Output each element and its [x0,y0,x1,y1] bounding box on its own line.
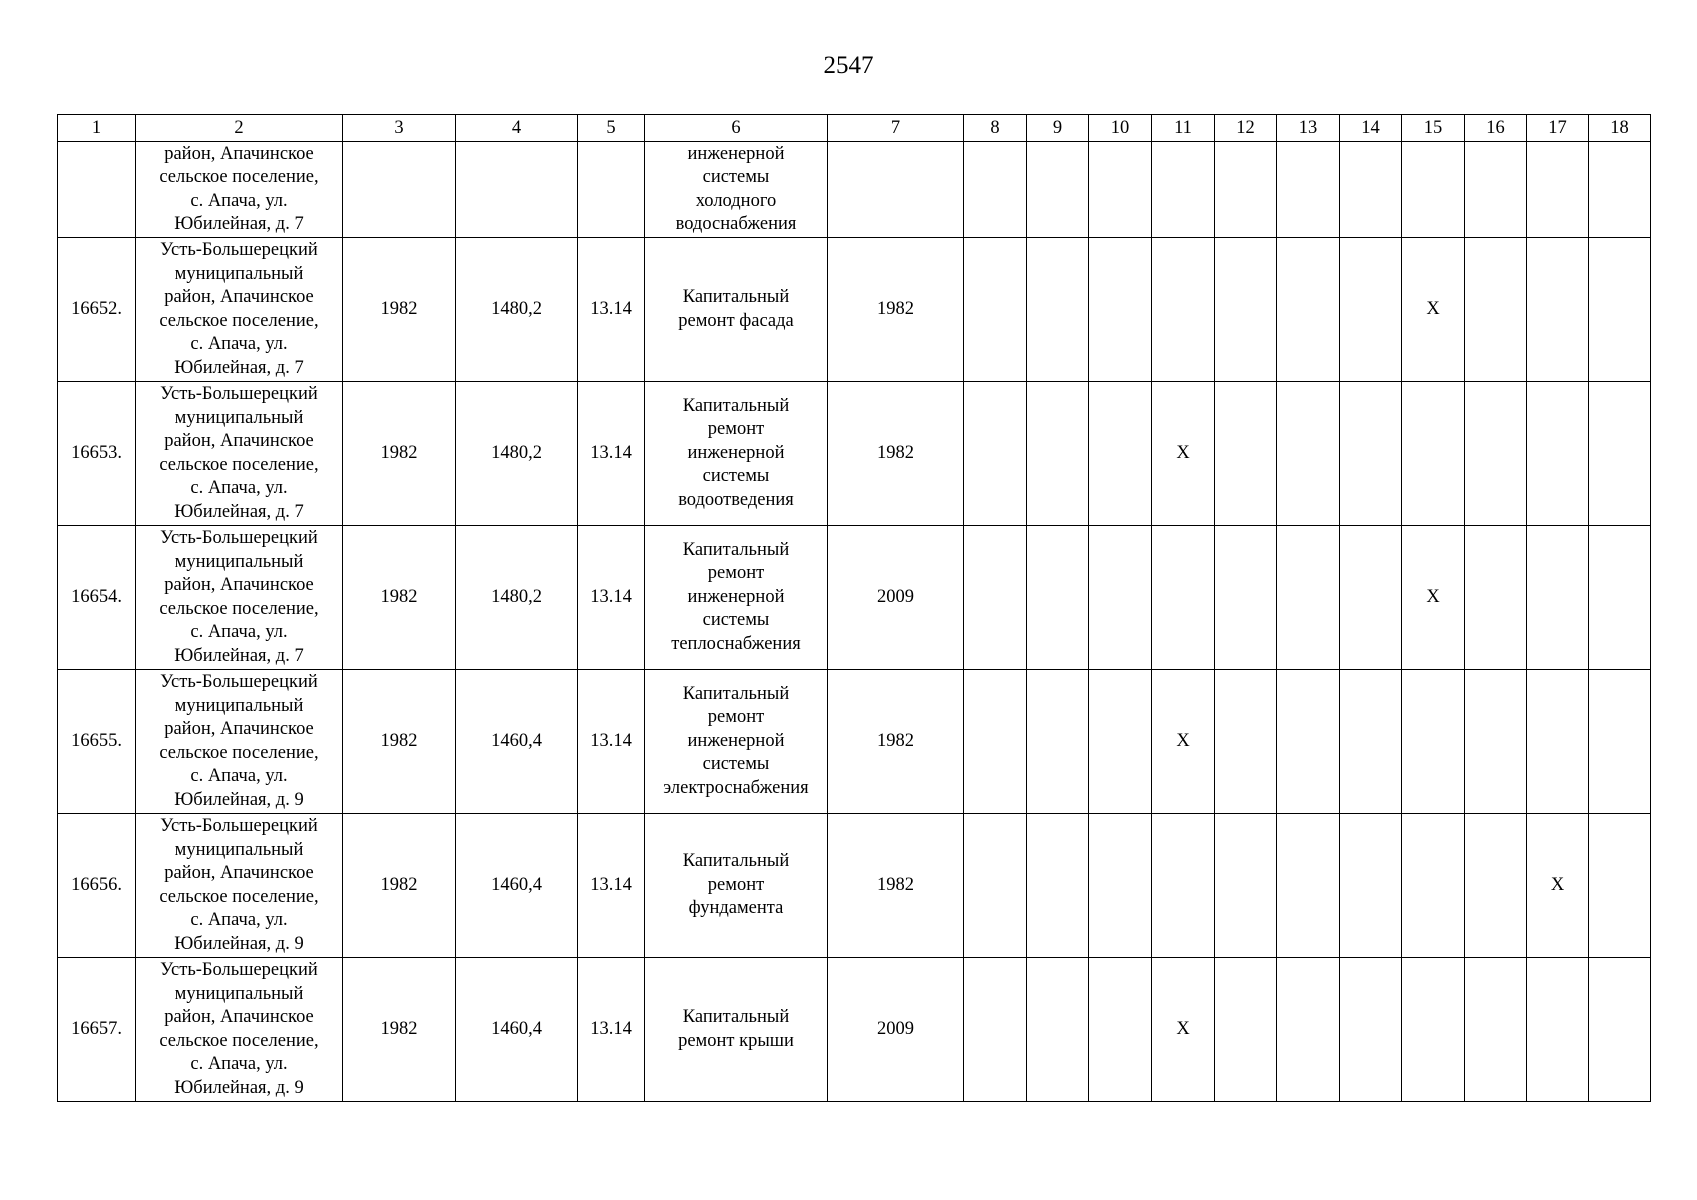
row-number-cell: 16654. [58,526,136,670]
mark-cell [1089,526,1152,670]
work-type-cell: Капитальный ремонт фасада [645,238,828,382]
mark-cell [1089,238,1152,382]
mark-cell [1589,142,1651,238]
mark-cell [1340,526,1402,670]
mark-cell: X [1152,670,1215,814]
row-number-cell: 16652. [58,238,136,382]
work-year-cell: 1982 [828,382,964,526]
table-row [58,238,1651,382]
mark-cell [1589,238,1651,382]
column-header: 18 [1589,115,1651,142]
table-row [58,670,1651,814]
column-header: 2 [136,115,343,142]
column-header: 14 [1340,115,1402,142]
address-cell: Усть-Большерецкий муниципальный район, Апачинское сельское поселение, с. Апача, ул. Юбилейная, д. 9 [136,670,343,814]
mark-cell [1215,814,1277,958]
column-header: 13 [1277,115,1340,142]
work-type-cell: инженерной системы холодного водоснабжения [645,142,828,238]
code-cell: 13.14 [578,958,645,1102]
code-cell [578,142,645,238]
mark-cell [1215,958,1277,1102]
area-cell: 1460,4 [456,814,578,958]
mark-cell [1027,238,1089,382]
header-row [58,115,1651,142]
mark-cell [1465,814,1527,958]
mark-cell [1465,670,1527,814]
mark-cell [1402,958,1465,1102]
mark-cell [1152,142,1215,238]
column-header: 6 [645,115,828,142]
code-cell: 13.14 [578,238,645,382]
column-header: 4 [456,115,578,142]
row-number-cell: 16656. [58,814,136,958]
mark-cell [964,958,1027,1102]
work-type-cell: Капитальный ремонт инженерной системы электроснабжения [645,670,828,814]
mark-cell [964,142,1027,238]
mark-cell [964,814,1027,958]
mark-cell: X [1152,958,1215,1102]
mark-cell [1527,670,1589,814]
year-cell: 1982 [343,958,456,1102]
mark-cell: X [1402,526,1465,670]
mark-cell [1027,814,1089,958]
mark-cell [1465,142,1527,238]
row-number-cell: 16655. [58,670,136,814]
column-header: 10 [1089,115,1152,142]
mark-cell [1589,958,1651,1102]
mark-cell [1465,958,1527,1102]
table-row [58,382,1651,526]
mark-cell [1465,526,1527,670]
mark-cell [1527,526,1589,670]
year-cell: 1982 [343,526,456,670]
column-header: 8 [964,115,1027,142]
address-cell: район, Апачинское сельское поселение, с. Апача, ул. Юбилейная, д. 7 [136,142,343,238]
mark-cell [1527,382,1589,526]
year-cell: 1982 [343,814,456,958]
address-cell: Усть-Большерецкий муниципальный район, Апачинское сельское поселение, с. Апача, ул. Юбилейная, д. 7 [136,382,343,526]
mark-cell [964,526,1027,670]
register-table [57,114,1651,1102]
column-header: 5 [578,115,645,142]
code-cell: 13.14 [578,526,645,670]
table-row [58,814,1651,958]
mark-cell [1089,142,1152,238]
work-type-cell: Капитальный ремонт инженерной системы теплоснабжения [645,526,828,670]
mark-cell [1402,382,1465,526]
work-year-cell: 1982 [828,814,964,958]
work-type-cell: Капитальный ремонт инженерной системы водоотведения [645,382,828,526]
area-cell: 1460,4 [456,670,578,814]
mark-cell [1340,814,1402,958]
code-cell: 13.14 [578,670,645,814]
mark-cell [1402,814,1465,958]
address-cell: Усть-Большерецкий муниципальный район, Апачинское сельское поселение, с. Апача, ул. Юбилейная, д. 9 [136,814,343,958]
mark-cell [1402,142,1465,238]
mark-cell [1340,958,1402,1102]
mark-cell [1089,814,1152,958]
mark-cell: X [1152,382,1215,526]
column-header: 1 [58,115,136,142]
table-row [58,958,1651,1102]
mark-cell [1465,382,1527,526]
area-cell: 1480,2 [456,382,578,526]
column-header: 9 [1027,115,1089,142]
mark-cell [1215,142,1277,238]
column-header: 3 [343,115,456,142]
mark-cell [1027,526,1089,670]
mark-cell [1215,526,1277,670]
mark-cell [1527,142,1589,238]
year-cell: 1982 [343,382,456,526]
mark-cell [1089,382,1152,526]
mark-cell [1089,670,1152,814]
mark-cell [1589,814,1651,958]
column-header: 7 [828,115,964,142]
mark-cell [1340,670,1402,814]
mark-cell [964,238,1027,382]
mark-cell [1215,382,1277,526]
row-number-cell: 16653. [58,382,136,526]
mark-cell [1277,670,1340,814]
work-year-cell: 1982 [828,670,964,814]
year-cell: 1982 [343,670,456,814]
work-type-cell: Капитальный ремонт фундамента [645,814,828,958]
area-cell [456,142,578,238]
row-number-cell: 16657. [58,958,136,1102]
work-year-cell: 2009 [828,958,964,1102]
mark-cell [1277,142,1340,238]
area-cell: 1480,2 [456,238,578,382]
mark-cell [1152,238,1215,382]
address-cell: Усть-Большерецкий муниципальный район, Апачинское сельское поселение, с. Апача, ул. Юбилейная, д. 7 [136,526,343,670]
mark-cell [1277,238,1340,382]
area-cell: 1460,4 [456,958,578,1102]
mark-cell [1215,238,1277,382]
mark-cell [1465,238,1527,382]
column-header: 12 [1215,115,1277,142]
continuation-row [58,142,1651,238]
column-header: 11 [1152,115,1215,142]
mark-cell [1089,958,1152,1102]
mark-cell [1027,382,1089,526]
mark-cell [1152,814,1215,958]
mark-cell [1527,958,1589,1102]
mark-cell: X [1527,814,1589,958]
mark-cell [1589,526,1651,670]
code-cell: 13.14 [578,382,645,526]
mark-cell [1277,382,1340,526]
page-number: 2547 [823,52,874,79]
mark-cell [964,382,1027,526]
mark-cell [1027,670,1089,814]
mark-cell [1340,142,1402,238]
mark-cell [1527,238,1589,382]
column-header: 15 [1402,115,1465,142]
column-header: 16 [1465,115,1527,142]
work-type-cell: Капитальный ремонт крыши [645,958,828,1102]
mark-cell [1277,526,1340,670]
year-cell: 1982 [343,238,456,382]
work-year-cell: 2009 [828,526,964,670]
mark-cell [1589,382,1651,526]
address-cell: Усть-Большерецкий муниципальный район, Апачинское сельское поселение, с. Апача, ул. Юбилейная, д. 9 [136,958,343,1102]
mark-cell: X [1402,238,1465,382]
table-row [58,526,1651,670]
mark-cell [1152,526,1215,670]
address-cell: Усть-Большерецкий муниципальный район, Апачинское сельское поселение, с. Апача, ул. Юбилейная, д. 7 [136,238,343,382]
mark-cell [1027,142,1089,238]
mark-cell [1340,238,1402,382]
work-year-cell [828,142,964,238]
area-cell: 1480,2 [456,526,578,670]
mark-cell [1027,958,1089,1102]
year-cell [343,142,456,238]
work-year-cell: 1982 [828,238,964,382]
mark-cell [1589,670,1651,814]
mark-cell [1340,382,1402,526]
column-header: 17 [1527,115,1589,142]
code-cell: 13.14 [578,814,645,958]
mark-cell [1277,814,1340,958]
mark-cell [964,670,1027,814]
mark-cell [1215,670,1277,814]
mark-cell [1402,670,1465,814]
mark-cell [1277,958,1340,1102]
row-number-cell [58,142,136,238]
